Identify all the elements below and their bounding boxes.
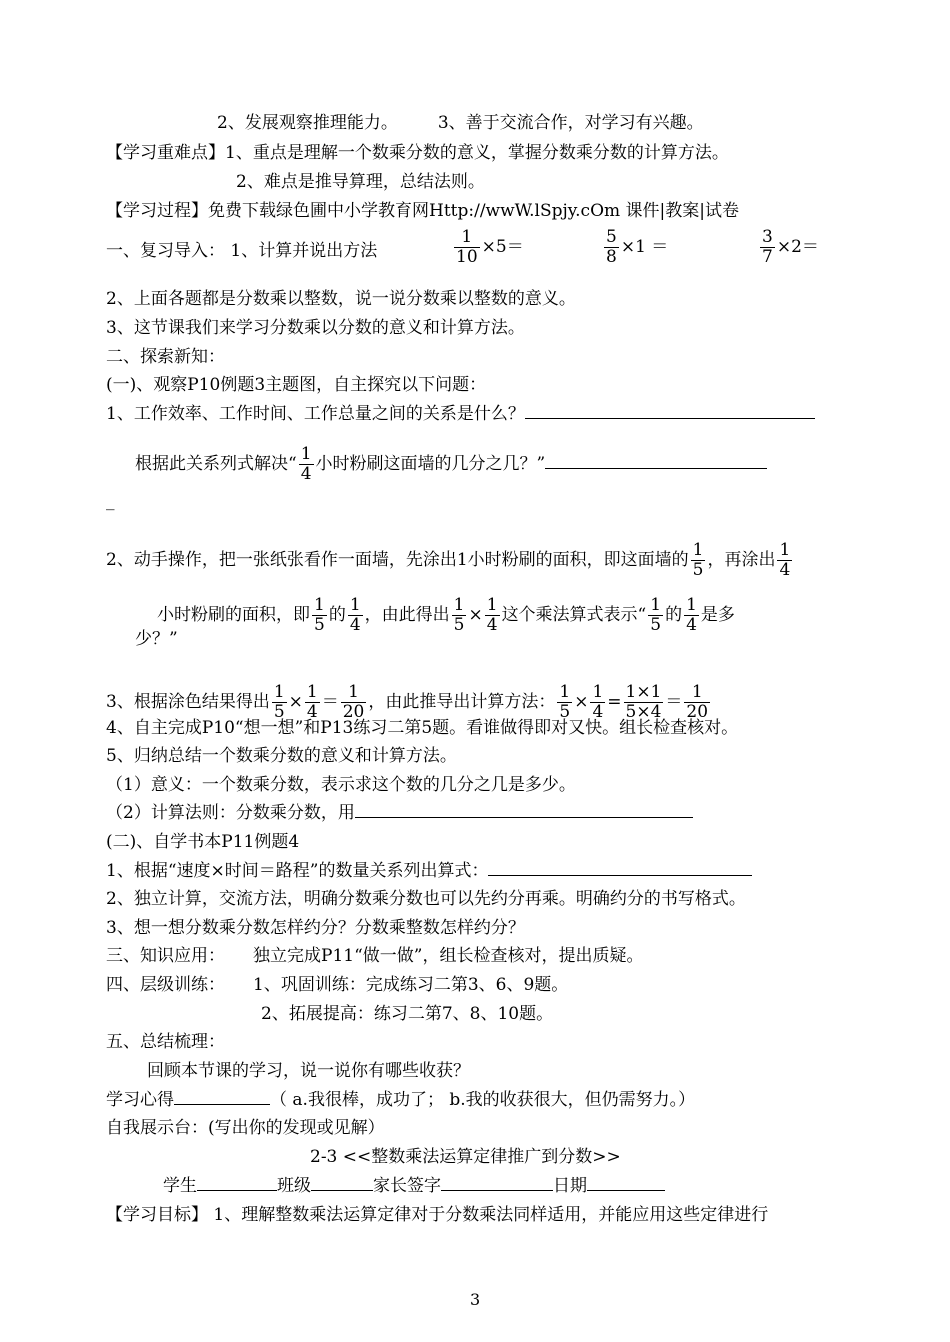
subsection-2: (二)、自学书本P11例题4 [106,832,300,852]
goal-line-2-3 [217,112,704,134]
student-info-row: 学生 班级 家长签字 日期 [163,1175,665,1197]
self-showcase: 自我展示台：(写出你的发现或见解） [106,1118,385,1138]
question-2: 2、动手操作，把一张纸张看作一面墙，先涂出1小时粉刷的面积，即这面墙的 $\frac{1}{5}$ ，再涂出 $\frac{1}{4}$ [106,540,791,580]
rule-blank[interactable] [355,803,693,818]
section-explore: 二、探索新知： [106,347,225,367]
fraction: $\frac{1}{20}$ [342,682,365,722]
fraction: $\frac{1}{4}$ [300,444,312,484]
section-training: 四、层级训练： 1、巩固训练：完成练习二第3、6、9题。 [106,975,569,995]
fraction: $\frac{1}{4}$ [349,595,361,635]
learning-reflection: 学习心得 （ a.我很棒，成功了； b.我的收获很大，但仍需努力。） [106,1090,696,1110]
question-5: 5、归纳总结一个数乘分数的意义和计算方法。 [106,746,457,766]
fraction: $\frac{1}{5}$ [273,682,285,722]
fraction: $\frac{1\times 1}{5\times 4}$ [625,682,662,722]
review-3: 3、这节课我们来学习分数乘以分数的意义和计算方法。 [106,318,525,338]
question-1-followup: 根据此关系列式解决“ $\frac{1}{4}$ 小时粉刷这面墙的几分之几？” [135,445,767,484]
fraction: $\frac{1}{5}$ [650,595,662,635]
fraction: $\frac{1}{4}$ [686,595,697,635]
process-header: 【学习过程】免费下载绿色圃中小学教育网Http://wwW.lSpjy.cOm 课件|教案|试卷 [106,201,739,221]
question-1: 1、工作效率、工作时间、工作总量之间的关系是什么？ [106,403,815,425]
goal-2: 2、发展观察推理能力。 [217,113,398,133]
self-study-1: 1、根据“速度×时间＝路程”的数量关系列出算式： [106,860,752,882]
fraction: $\frac{1}{5}$ [453,595,465,635]
fraction: $\frac{3}{7}$ [762,227,773,267]
goal-3: 3、善于交流合作，对学习有兴趣。 [437,113,704,133]
self-study-3: 3、想一想分数乘分数怎样约分？分数乘整数怎样约分？ [106,918,525,938]
question-3: 3、根据涂色结果得出 $\frac{1}{5}$ × $\frac{1}{4}$ ＝ $\frac{1}{20}$ ，由此推导出计算方法： $\frac{1}{5}$ × $\frac{1}{4}$ = $\frac{1\times 1}{5\times 4}$ ＝ $\frac{1}{20}$ [106,682,709,722]
fraction: $\frac{1}{4}$ [779,540,791,580]
stray-underscore: _ [106,491,115,511]
fraction: $\frac{1}{4}$ [592,682,604,722]
fraction: $\frac{1}{4}$ [486,595,498,635]
difficulty-line: 2、难点是推导算理，总结法则。 [236,172,485,192]
rule-line: （2）计算法则：分数乘分数，用 [106,802,693,824]
question-2-end: 少？” [135,629,178,649]
fraction: $\frac{1}{10}$ [456,227,478,267]
reflection-blank[interactable] [174,1090,270,1105]
fraction: $\frac{1}{20}$ [686,682,709,722]
review-2: 2、上面各题都是分数乘以整数，说一说分数乘以整数的意义。 [106,289,576,309]
fraction: $\frac{1}{4}$ [306,682,318,722]
next-lesson-goals: 【学习目标】 1、理解整数乘法运算定律对于分数乘法同样适用，并能应用这些定律进行 [106,1205,769,1225]
date-field[interactable] [587,1176,665,1191]
answer-blank[interactable] [488,861,752,876]
answer-blank[interactable] [545,454,767,469]
training-2: 2、拓展提高：练习二第7、8、10题。 [261,1004,554,1024]
review-expr-3: $\frac{3}{7}$ ×2＝ [762,227,819,267]
parent-signature-field[interactable] [441,1176,553,1191]
fraction: $\frac{1}{5}$ [559,682,571,722]
fraction: $\frac{1}{5}$ [314,595,325,635]
class-field[interactable] [311,1176,373,1191]
review-expr-2: $\frac{5}{8}$ ×1 ＝ [606,227,669,267]
fraction: $\frac{1}{5}$ [692,540,704,580]
key-points-line: 【学习重难点】1、重点是理解一个数乘分数的意义，掌握分数乘分数的计算方法。 [106,143,729,163]
page-number: 3 [470,1290,481,1309]
meaning-line: （1）意义：一个数乘分数，表示求这个数的几分之几是多少。 [106,775,576,795]
subsection-1: (一)、观察P10例题3主题图，自主探究以下问题： [106,375,487,395]
question-2-cont: 小时粉刷的面积，即 $\frac{1}{5}$ 的 $\frac{1}{4}$ ，由此得出 $\frac{1}{5}$ × $\frac{1}{4}$ 这个乘法算式表示“ $\frac{1}{5}$ 的 $\frac{1}{4}$ 是多 [157,595,735,635]
review-expr-1: $\frac{1}{10}$ ×5＝ [456,227,524,267]
fraction: $\frac{5}{8}$ [606,227,617,267]
summary-prompt: 回顾本节课的学习，说一说你有哪些收获？ [147,1061,470,1081]
review-intro: 一、复习导入： 1、计算并说出方法 [106,241,378,261]
section-apply: 三、知识应用： 独立完成P11“做一做”，组长检查核对，提出质疑。 [106,946,644,966]
answer-blank[interactable] [525,404,815,419]
question-4: 4、自主完成P10“想一想”和P13练习二第5题。看谁做得即对又快。组长检查核对。 [106,718,739,738]
self-study-2: 2、独立计算，交流方法，明确分数乘分数也可以先约分再乘。明确约分的书写格式。 [106,889,746,909]
section-summary: 五、总结梳理： [106,1032,225,1052]
student-name-field[interactable] [197,1176,277,1191]
next-lesson-title: 2-3 <<整数乘法运算定律推广到分数>> [310,1147,621,1167]
